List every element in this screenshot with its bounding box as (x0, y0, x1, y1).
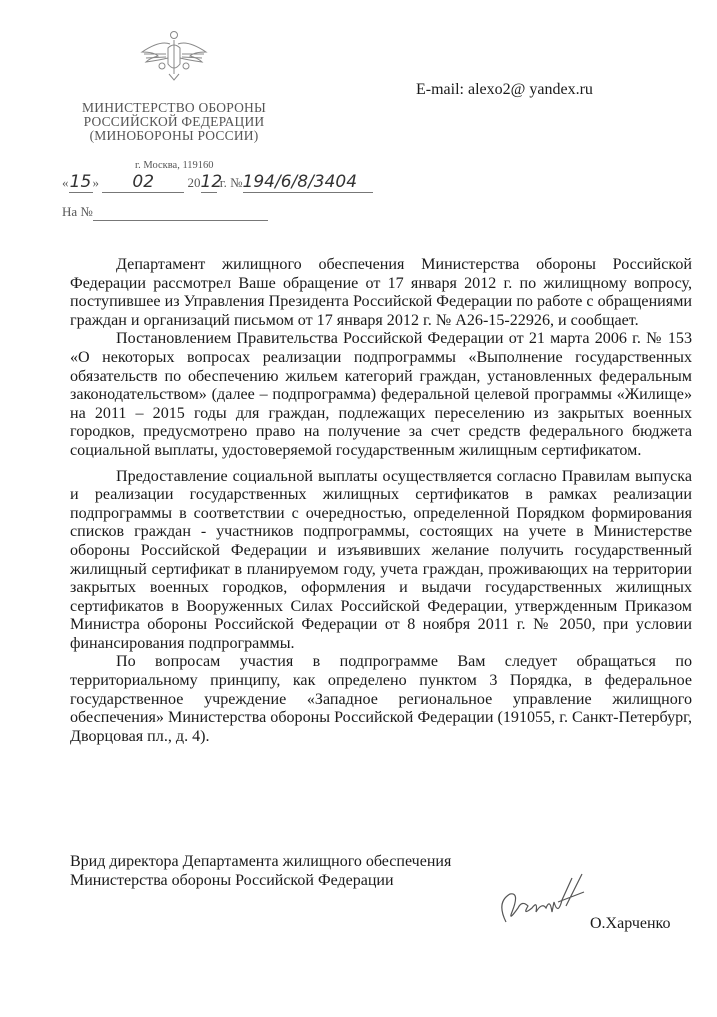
handwritten-signature (492, 872, 602, 932)
recipient-email: E-mail: alexo2@ yandex.ru (416, 81, 593, 98)
org-line: РОССИЙСКОЙ ФЕДЕРАЦИИ (83, 114, 265, 129)
signatory-title-line: Министерства обороны Российской Федерации (70, 872, 394, 889)
reply-to-line (62, 204, 268, 221)
org-line: МИНИСТЕРСТВО ОБОРОНЫ (82, 100, 266, 115)
date-month: 02 (102, 172, 184, 193)
double-headed-eagle-emblem (138, 30, 210, 82)
city-address: г. Москва, 119160 (135, 160, 214, 171)
outgoing-number: 194/6/8/3404 (243, 172, 373, 193)
paragraph: Постановлением Правительства Российской Федерации от 21 марта 2006 г. № 153 «О некоторых вопросах реализации подпрограммы «Выполнение государственных обязательств по обеспечению жильем категорий граждан, установленных федеральным законодательством» (далее – подпрограмма) федеральной целевой программы «Жилище» на 2011 – 2015 годы для граждан, подлежащих переселению из закрытых военных городков, предусмотрено право на получение за счет средств федерального бюджета социальной выплаты, удостоверяемой государственным жилищным сертификатом. (70, 330, 692, 459)
date-day: 15 (69, 172, 92, 192)
year-suffix: 12 (200, 172, 223, 192)
reply-label: На № (62, 204, 93, 219)
year-prefix: 20 (187, 175, 201, 190)
paragraph: По вопросам участия в подпрограмме Вам следует обращаться по территориальному принципу, как определено пунктом 3 Порядка, в федеральное государственное учреждение «Западное региональное управление жилищного обеспечения» Министерства обороны Российской Федерации (191055, г. Санкт-Петербург, Дворцовая пл., д. 4). (70, 653, 692, 745)
paragraph: Департамент жилищного обеспечения Министерства обороны Российской Федерации рассмотрел Ваше обращение от 17 января 2012 г. по жилищному вопросу, поступившее из Управления Президента Российской Федерации по работе с обращениями граждан и организаций письмом от 17 января 2012 г. № А26-15-22926, и сообщает. (70, 256, 692, 329)
org-line: (МИНОБОРОНЫ РОССИИ) (89, 128, 259, 143)
date-number-line: «15» 02 2012 г. №194/6/8/3404 (62, 172, 373, 193)
year-label: г. № (219, 175, 243, 190)
signatory-name: О.Харченко (590, 915, 671, 932)
signatory-title (70, 852, 451, 890)
signatory-title-line: Врид директора Департамента жилищного обеспечения (70, 853, 452, 870)
paragraph: Предоставление социальной выплаты осуществляется согласно Правилам выпуска и реализации государственных жилищных сертификатов в рамках реализации подпрограммы в соответствии с очередностью, определенной Порядком формирования списков граждан - участников подпрограммы, состоящих на учете в Министерстве обороны Российской Федерации и изъявивших желание получить государственный жилищный сертификат в планируемом году, учета граждан, проживающих на территории закрытых военных городков, оформления и выдачи государственных жилищных сертификатов в Вооруженных Силах Российской Федерации, утвержденным Приказом Министра обороны Российской Федерации от 8 ноября 2011 г. № 2050, при условии финансирования подпрограммы. (70, 467, 692, 652)
letter-body (70, 256, 692, 746)
ministry-letterhead (60, 101, 288, 143)
